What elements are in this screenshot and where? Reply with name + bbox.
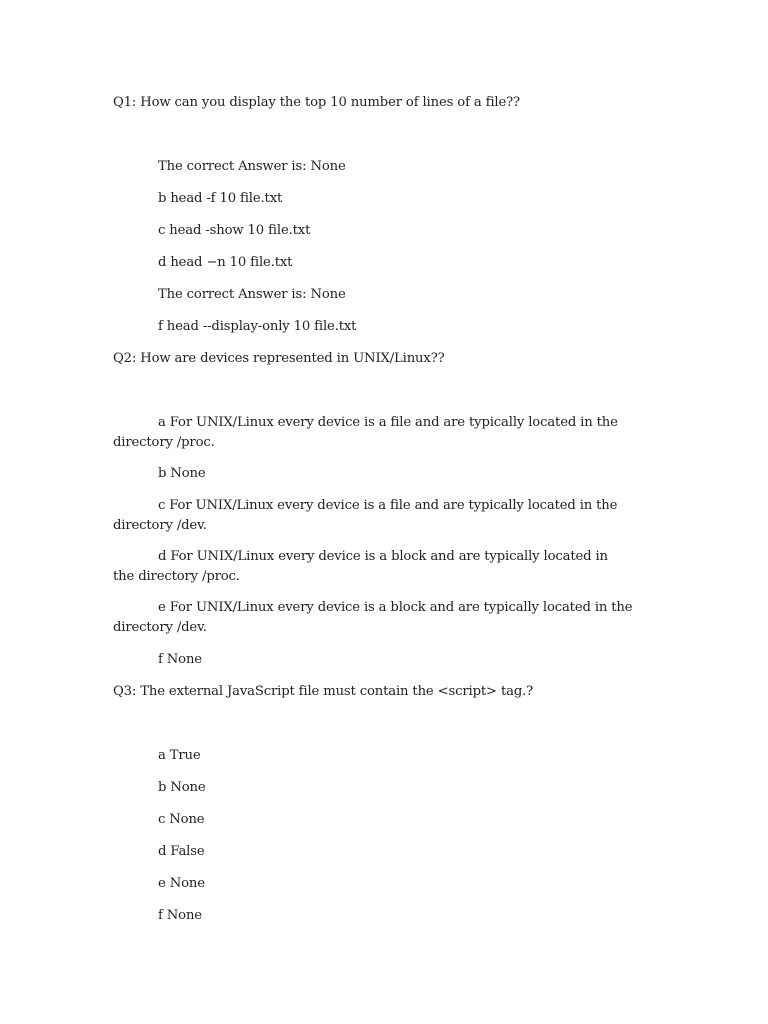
q3-option-f: f None	[158, 908, 202, 923]
q3-option-b: b None	[158, 780, 206, 795]
question-2: Q2: How are devices represented in UNIX/Linux??	[113, 351, 445, 366]
q1-option-e: The correct Answer is: None	[158, 287, 346, 302]
q2-option-a: a For UNIX/Linux every device is a file and are typically located in the directory /proc.	[113, 415, 618, 450]
q3-option-d: d False	[158, 844, 205, 859]
q3-option-e: e None	[158, 876, 205, 891]
q2-option-b: b None	[158, 466, 206, 481]
question-1: Q1: How can you display the top 10 number of lines of a file??	[113, 95, 520, 110]
q2-option-d: d For UNIX/Linux every device is a block and are typically located in the directory /proc.	[113, 549, 608, 584]
q3-option-c: c None	[158, 812, 205, 827]
q1-option-d: d head −n 10 file.txt	[158, 255, 293, 270]
q2-option-e: e For UNIX/Linux every device is a block and are typically located in the directory /dev.	[113, 600, 633, 635]
q1-option-f: f head --display-only 10 file.txt	[158, 319, 357, 334]
q1-option-c: c head -show 10 file.txt	[158, 223, 311, 238]
q2-option-f: f None	[158, 652, 202, 667]
q3-option-a: a True	[158, 748, 201, 763]
q1-option-b: b head -f 10 file.txt	[158, 191, 283, 206]
q1-option-a: The correct Answer is: None	[158, 159, 346, 174]
q2-option-c: c For UNIX/Linux every device is a file and are typically located in the directory /dev.	[113, 498, 618, 533]
question-3: Q3: The external JavaScript file must contain the <script> tag.?	[113, 684, 534, 699]
